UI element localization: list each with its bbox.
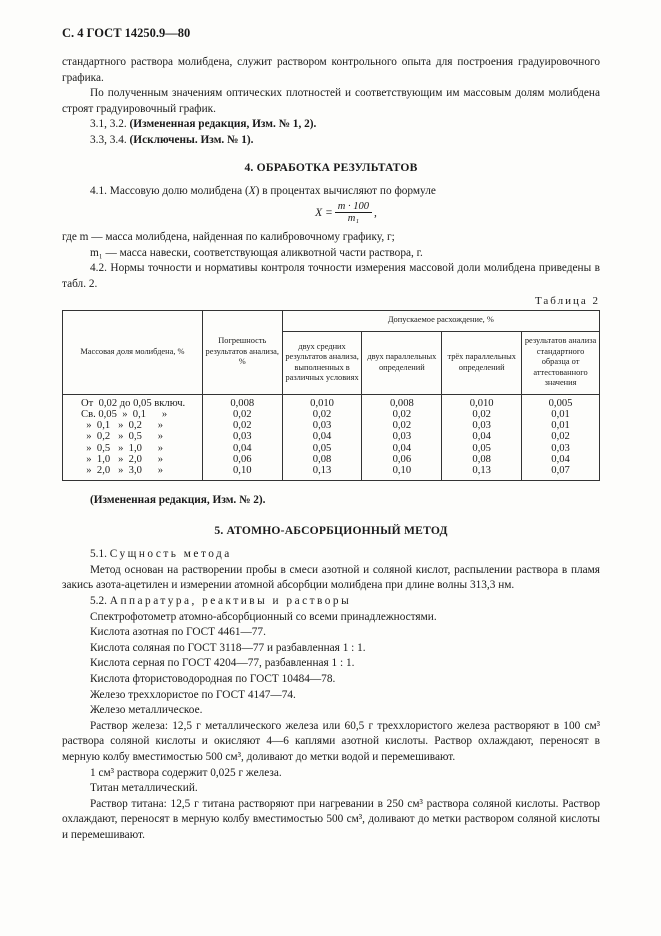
table-cell-c2: 0,03 <box>362 431 442 442</box>
table-cell-range: » 0,5 » 1,0 » <box>63 443 203 454</box>
document-page <box>62 26 600 843</box>
table-cell-c4: 0,005 <box>522 394 600 409</box>
table-cell-c2: 0,02 <box>362 409 442 420</box>
table-cell-c3: 0,04 <box>442 431 522 442</box>
amendment-3-3 <box>62 133 600 149</box>
table-cell-range: » 1,0 » 2,0 » <box>63 454 203 465</box>
table-cell-c4: 0,01 <box>522 409 600 420</box>
table-cell-c3: 0,05 <box>442 443 522 454</box>
formula-numerator: m · 100 <box>335 201 372 213</box>
header-allowed-divergence: Допускаемое расхождение, % <box>282 310 599 331</box>
table-row <box>63 443 600 454</box>
header-mass-fraction: Массовая доля молибдена, % <box>63 310 203 394</box>
table-cell-err: 0,03 <box>202 431 282 442</box>
section-5-1-text: Метод основан на растворении пробы в смеси азотной и соляной кислот, распылении раствора в пламя закись азота-ацетилен и измерении атомной абсорбции молибдена при длине волны 313,3 нм. <box>62 563 600 592</box>
table-cell-range: » 0,2 » 0,5 » <box>63 431 203 442</box>
amendment-note: (Исключены. Изм. № 1). <box>129 133 254 146</box>
table-cell-err: 0,008 <box>202 394 282 409</box>
table-cell-err: 0,04 <box>202 443 282 454</box>
table-body <box>63 394 600 480</box>
header-two-parallel: двух параллельных определений <box>362 331 442 394</box>
table-cell-c4: 0,04 <box>522 454 600 465</box>
table-cell-c1: 0,03 <box>282 420 362 431</box>
formula-where-2: m₁ — масса навески, соответствующая аликвотной части раствора, г. <box>90 246 423 259</box>
table-cell-c2: 0,04 <box>362 443 442 454</box>
section-4-title: 4. ОБРАБОТКА РЕЗУЛЬТАТОВ <box>244 160 418 174</box>
list-item: Кислота соляная по ГОСТ 3118—77 и разбавленная 1 : 1. <box>90 641 366 654</box>
formula-lhs: X = <box>315 206 333 219</box>
table-cell-c3: 0,02 <box>442 409 522 420</box>
header-error: Погрешность результатов анализа, % <box>202 310 282 394</box>
table-cell-err: 0,06 <box>202 454 282 465</box>
header-standard-sample: результатов анализа стандартного образца от аттестованного значения <box>522 331 600 394</box>
header-three-parallel: трёх параллельных определений <box>442 331 522 394</box>
list-item: Кислота фтористоводородная по ГОСТ 10484—78. <box>90 672 336 685</box>
list-item: Кислота серная по ГОСТ 4204—77, разбавленная 1 : 1. <box>90 657 355 670</box>
amendment-note: (Измененная редакция, Изм. № 1, 2). <box>129 118 317 131</box>
formula-where-1: где m — масса молибдена, найденная по калибровочному графику, г; <box>62 231 395 244</box>
header-two-means: двух средних результатов анализа, выполненных в различных условиях <box>282 331 362 394</box>
intro-paragraph-2: По полученным значениям оптических плотностей и соответствующим им массовым долям молибдена строят градуировочный график. <box>62 87 600 115</box>
table-cell-range: » 2,0 » 3,0 » <box>63 465 203 480</box>
table-caption: Таблица 2 <box>534 294 600 307</box>
table-cell-c1: 0,13 <box>282 465 362 480</box>
table-cell-c4: 0,01 <box>522 420 600 431</box>
equipment-list <box>62 610 600 719</box>
formula-fraction <box>335 201 372 224</box>
table-cell-c1: 0,05 <box>282 443 362 454</box>
table-row <box>63 454 600 465</box>
list-item: Спектрофотометр атомно-абсорбционный со всеми принадлежностями. <box>90 610 437 623</box>
table-cell-err: 0,02 <box>202 409 282 420</box>
table-row <box>63 465 600 480</box>
precision-table <box>62 310 600 481</box>
table-row <box>63 431 600 442</box>
clause-number: 3.3, 3.4. <box>90 133 127 146</box>
table-cell-c1: 0,02 <box>282 409 362 420</box>
formula-tail: , <box>374 206 377 219</box>
table-cell-range: От 0,02 до 0,05 включ. <box>63 394 203 409</box>
table-cell-c3: 0,03 <box>442 420 522 431</box>
table-row <box>63 420 600 431</box>
table-cell-c2: 0,02 <box>362 420 442 431</box>
table-cell-c3: 0,13 <box>442 465 522 480</box>
intro-paragraph-1: стандартного раствора молибдена, служит раствором контрольного опыта для построения градуировочного графика. <box>62 56 600 84</box>
table-row <box>63 394 600 409</box>
titanium-solution-text: Раствор титана: 12,5 г титана растворяют при нагревании в 250 см³ раствора соляной кислоты. Раствор охлаждают, переносят в мерную колбу вместимостью 500 см³, доливают до метки раствором соляной кислоты и перемешивают. <box>62 797 600 841</box>
table-cell-c1: 0,04 <box>282 431 362 442</box>
table-cell-c3: 0,08 <box>442 454 522 465</box>
page-header: С. 4 ГОСТ 14250.9—80 <box>62 26 191 40</box>
amendment-3-1 <box>62 117 600 133</box>
table-cell-err: 0,02 <box>202 420 282 431</box>
amendment-table: (Измененная редакция, Изм. № 2). <box>90 493 266 506</box>
list-item: Кислота азотная по ГОСТ 4461—77. <box>90 626 266 639</box>
table-cell-c4: 0,07 <box>522 465 600 480</box>
clause-number: 3.1, 3.2. <box>90 118 127 131</box>
section-5-2-heading: 5.2. Аппаратура, реактивы и растворы <box>90 594 352 607</box>
table-cell-c1: 0,08 <box>282 454 362 465</box>
formula-denominator: m₁ <box>347 213 359 225</box>
table-cell-c3: 0,010 <box>442 394 522 409</box>
table-cell-range: » 0,1 » 0,2 » <box>63 420 203 431</box>
iron-solution-note: 1 см³ раствора содержит 0,025 г железа. <box>90 766 282 779</box>
list-item: Железо треххлористое по ГОСТ 4147—74. <box>90 688 296 701</box>
table-cell-err: 0,10 <box>202 465 282 480</box>
table-cell-c1: 0,010 <box>282 394 362 409</box>
table-cell-c4: 0,03 <box>522 443 600 454</box>
section-5-1-heading: 5.1. Сущность метода <box>90 548 232 561</box>
table-cell-c2: 0,10 <box>362 465 442 480</box>
table-cell-c4: 0,02 <box>522 431 600 442</box>
iron-solution-text: Раствор железа: 12,5 г металлического железа или 60,5 г треххлористого железа растворяют в 100 см³ раствора соляной кислоты и окисляют 4—6 каплями азотной кислоты. Раствор охлаждают, переносят в мерную колбу вместимостью 500 см³, доливают до метки водой и перемешивают. <box>62 719 600 763</box>
section-4-1-text: 4.1. Массовую долю молибдена (X) в процентах вычисляют по формуле <box>90 184 436 197</box>
titanium-text: Титан металлический. <box>90 782 198 795</box>
table-cell-c2: 0,06 <box>362 454 442 465</box>
list-item: Железо металлическое. <box>90 704 203 717</box>
section-4-2-text: 4.2. Нормы точности и нормативы контроля точности измерения массовой доли молибдена приведены в табл. 2. <box>62 262 600 290</box>
section-5-title: 5. АТОМНО-АБСОРБЦИОННЫЙ МЕТОД <box>214 524 448 538</box>
table-row <box>63 409 600 420</box>
table-cell-range: Св. 0,05 » 0,1 » <box>63 409 203 420</box>
formula <box>62 201 600 224</box>
table-cell-c2: 0,008 <box>362 394 442 409</box>
